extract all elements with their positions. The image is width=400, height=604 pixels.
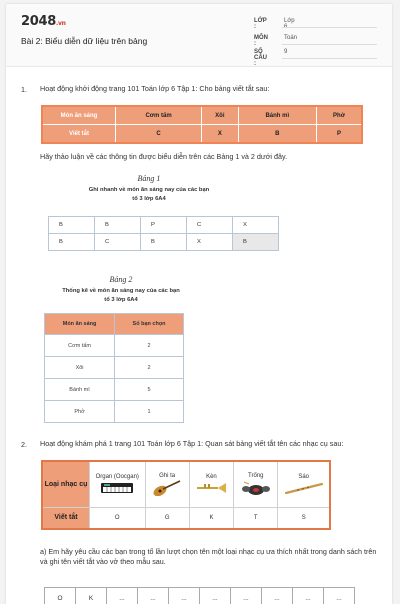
document-header: 2048.vn Bài 2: Biểu diễn dữ liệu trên bảng LỚP : Lớp 6 MÔN : Toán SỐ CÂU : 9 [6,4,392,67]
table2-title: Thống kê về món ăn sáng nay của các bạn tổ 3 lớp 6A4 [6,287,314,305]
table-row [42,106,362,125]
instrument-cell [90,461,146,507]
keyboard-icon [100,481,134,495]
table-row [49,234,279,251]
table-row [42,507,330,529]
instrument-name: Sáo [279,473,328,481]
table-cell: G [145,507,189,529]
table-cell: Bánh mì [45,379,115,401]
instrument-cell [278,461,330,507]
answer-cell: ... [231,588,262,604]
table-row [45,379,184,401]
table-cell: B [95,217,141,234]
table-cell: S [278,507,330,529]
instrument-name: Organ (Oocgan) [91,473,144,481]
answer-cell: ... [200,588,231,604]
answer-template-table [44,587,355,604]
table-cell: C [116,125,202,144]
site-logo[interactable]: 2048.vn [21,14,66,29]
table-cell: Cơm tấm [116,106,202,125]
table-cell: B [141,234,187,251]
table-cell: O [90,507,146,529]
drum-icon [239,480,273,496]
table-cell: Xôi [45,357,115,379]
instrument-cell [189,461,233,507]
answer-cell: K [76,588,107,604]
table-cell: Phở [317,106,362,125]
trumpet-icon [194,481,228,495]
flute-icon [284,481,324,495]
table-cell: 5 [115,379,184,401]
breakfast-notes-table [48,216,279,251]
subquestion-text: a) Em hãy yêu cầu các bạn trong tổ lần lượt chọn tên một loại nhạc cụ ưa thích nhất trong danh sách trên và ghi tên viết tắt vào vở theo mẫu sau. [40,547,385,567]
answer-cell: ... [293,588,324,604]
table-cell: C [187,217,233,234]
document-page [6,4,392,604]
table-cell: B [49,234,95,251]
instrument-cell [145,461,189,507]
table-header-cell: Viết tắt [42,507,90,529]
table-row [45,588,355,604]
answer-cell: ... [262,588,293,604]
discussion-text: Hãy thảo luận về các thông tin được biểu diễn trên các Bảng 1 và 2 dưới đây. [40,152,380,162]
breakfast-statistics-table [44,313,184,423]
table-row [42,125,362,144]
table-row [45,401,184,423]
table1-title: Ghi nhanh về món ăn sáng nay của các bạn tổ 3 lớp 6A4 [6,186,342,204]
instrument-cell [234,461,278,507]
question-text: Hoạt động khởi động trang 101 Toán lớp 6 Tập 1: Cho bảng viết tắt sau: [40,84,380,94]
table-row [49,217,279,234]
table1-caption: Bảng 1 [6,174,342,183]
table-cell: T [234,507,278,529]
table-cell: K [189,507,233,529]
breakfast-abbreviation-table [41,105,363,144]
instrument-abbreviation-table [41,460,331,530]
table-cell: C [95,234,141,251]
table-header-cell: Số bạn chọn [115,314,184,335]
answer-cell: O [45,588,76,604]
table-cell: 1 [115,401,184,423]
instrument-name: Ghi ta [147,472,188,480]
table-row [45,357,184,379]
table-cell: B [233,234,279,251]
answer-cell: ... [324,588,355,604]
page-title: Bài 2: Biểu diễn dữ liệu trên bảng [21,36,147,46]
table-cell: P [141,217,187,234]
table-cell: X [187,234,233,251]
table-cell: 2 [115,357,184,379]
instrument-name: Trống [235,472,276,480]
table-cell: X [233,217,279,234]
guitar-icon [150,480,184,496]
table-header-cell: Món ăn sáng [42,106,116,125]
table-cell: Xôi [202,106,238,125]
table-cell: B [49,217,95,234]
answer-cell: ... [138,588,169,604]
table-row [45,314,184,335]
table-row [45,335,184,357]
table-header-cell: Viết tắt [42,125,116,144]
answer-cell: ... [107,588,138,604]
table-cell: P [317,125,362,144]
question-number: 1. [21,85,27,94]
answer-cell: ... [169,588,200,604]
table-cell: B [238,125,317,144]
table-header-cell: Món ăn sáng [45,314,115,335]
table-cell: Bánh mì [238,106,317,125]
instrument-name: Kèn [191,473,232,481]
table-cell: Cơm tấm [45,335,115,357]
table-header-cell: Loại nhạc cụ [42,461,90,507]
question-number: 2. [21,440,27,449]
table-cell: X [202,125,238,144]
table2-caption: Bảng 2 [6,275,314,284]
question-text: Hoạt động khám phá 1 trang 101 Toán lớp 6 Tập 1: Quan sát bảng viết tắt tên các nhạc cụ sau: [40,439,385,449]
table-cell: Phở [45,401,115,423]
table-cell: 2 [115,335,184,357]
table-row [42,461,330,507]
